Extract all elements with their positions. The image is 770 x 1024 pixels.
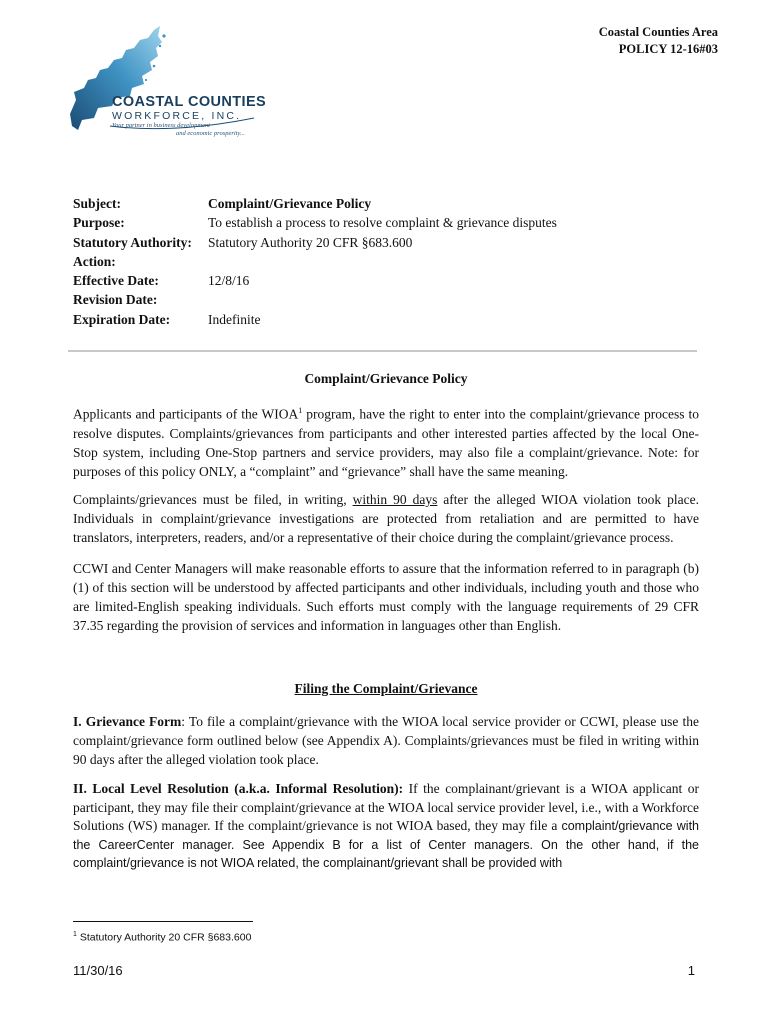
meta-action-row <box>73 252 557 271</box>
footnote-ref[interactable]: 1 <box>298 406 303 415</box>
policy-paragraph-1 <box>73 401 699 481</box>
header-policy-number: POLICY 12-16#03 <box>618 42 718 56</box>
expiration-date-value: Indefinite <box>208 311 261 327</box>
authority-label: Statutory Authority: <box>73 234 192 250</box>
expiration-date-label: Expiration Date: <box>73 311 171 327</box>
header-org: Coastal Counties Area <box>598 25 718 39</box>
footnote-text: Statutory Authority 20 CFR §683.600 <box>76 931 252 944</box>
footnote-number: 1 <box>73 931 77 938</box>
purpose-label: Purpose: <box>73 215 125 231</box>
subject-value: Complaint/Grievance Policy <box>208 196 372 211</box>
meta-purpose-row <box>73 213 557 232</box>
logo-tagline-1: Your partner in business development <box>112 122 210 129</box>
meta-authority-row <box>73 233 557 252</box>
action-label: Action: <box>73 253 116 269</box>
logo-title: COASTAL COUNTIES <box>112 94 267 110</box>
s1-label: I. Grievance Form <box>73 714 182 729</box>
page-number: 1 <box>687 963 695 978</box>
policy-header <box>599 24 718 58</box>
revision-date-label: Revision Date: <box>73 292 158 308</box>
authority-value: Statutory Authority 20 CFR §683.600 <box>208 234 413 250</box>
effective-date-value: 12/8/16 <box>208 273 250 289</box>
s2-text-serif: If the complainant/grievant is a WIOA applicant or participant, they may file their complaint/grievance at the WIOA local service provider level, i.e., with a Workforce Solutions (WS) manager. If the complaint/grievance is not WIOA based, they may file a <box>73 781 699 833</box>
p2-text-b: after the alleged WIOA violation took place. Individuals in complaint/grievance investigations are protected from retaliation and are permitted to have translators, interpreters, readers, and/or a representative of their choice during the complaint/grievance process. <box>73 492 699 545</box>
policy-paragraph-2 <box>73 490 699 547</box>
s2-text-sans: complaint/grievance with the CareerCenter manager. See Appendix B for a list of Center managers. On the other hand, if the complaint/grievance is not WIOA related, the complainant/grievant shall be provided with <box>73 819 700 870</box>
meta-subject-row <box>73 194 557 213</box>
purpose-value: To establish a process to resolve complaint & grievance disputes <box>208 215 557 231</box>
logo-subtitle: WORKFORCE, INC. <box>112 110 242 122</box>
p2-deadline: within 90 days <box>352 492 438 507</box>
effective-date-label: Effective Date: <box>73 273 159 289</box>
logo-tagline-2: and economic prosperity... <box>176 130 245 137</box>
section-divider <box>68 350 697 352</box>
p1-text-b: program, have the right to enter into the complaint/grievance process to resolve disputes. Complaints/grievances from participants and other interested parties affected by the local One-Stop system, including One-Stop partners and service providers, may also file a complaint/grievance. Note: for purposes of this policy ONLY, a “complaint” and “grievance” shall have the same meaning. <box>73 406 699 479</box>
p2-text-a: Complaints/grievances must be filed, in writing, <box>73 492 353 507</box>
policy-title: Complaint/Grievance Policy <box>304 371 468 386</box>
policy-metadata <box>73 194 557 329</box>
filing-section-1 <box>73 712 699 769</box>
footnote-rule <box>73 921 253 922</box>
meta-effective-row <box>73 271 557 290</box>
footer-date: 11/30/16 <box>73 963 123 978</box>
meta-revision-row <box>73 290 557 309</box>
meta-expiration-row <box>73 310 557 329</box>
policy-paragraph-3: CCWI and Center Managers will make reasonable efforts to assure that the information referred to in paragraph (b)(1) of this section will be understood by affected participants and other individuals, including youth and those who are limited-English speaking individuals. Such efforts must comply with the language requirements of 29 CFR 37.35 regarding the provision of services and information in languages other than English. <box>73 561 699 633</box>
subject-label: Subject: <box>73 196 121 211</box>
p1-text-a: Applicants and participants of the WIOA <box>73 406 299 422</box>
footnote <box>73 931 251 944</box>
s1-text: : To file a complaint/grievance with the WIOA local service provider or CCWI, please use the complaint/grievance form outlined below (see Appendix A). Complaints/grievances must be filed in writing within 90 days after the alleged violation took place. <box>73 714 700 767</box>
filing-section-2 <box>73 780 699 873</box>
s2-label: II. Local Level Resolution (a.k.a. Informal Resolution): <box>73 781 404 796</box>
filing-title: Filing the Complaint/Grievance <box>294 681 478 696</box>
